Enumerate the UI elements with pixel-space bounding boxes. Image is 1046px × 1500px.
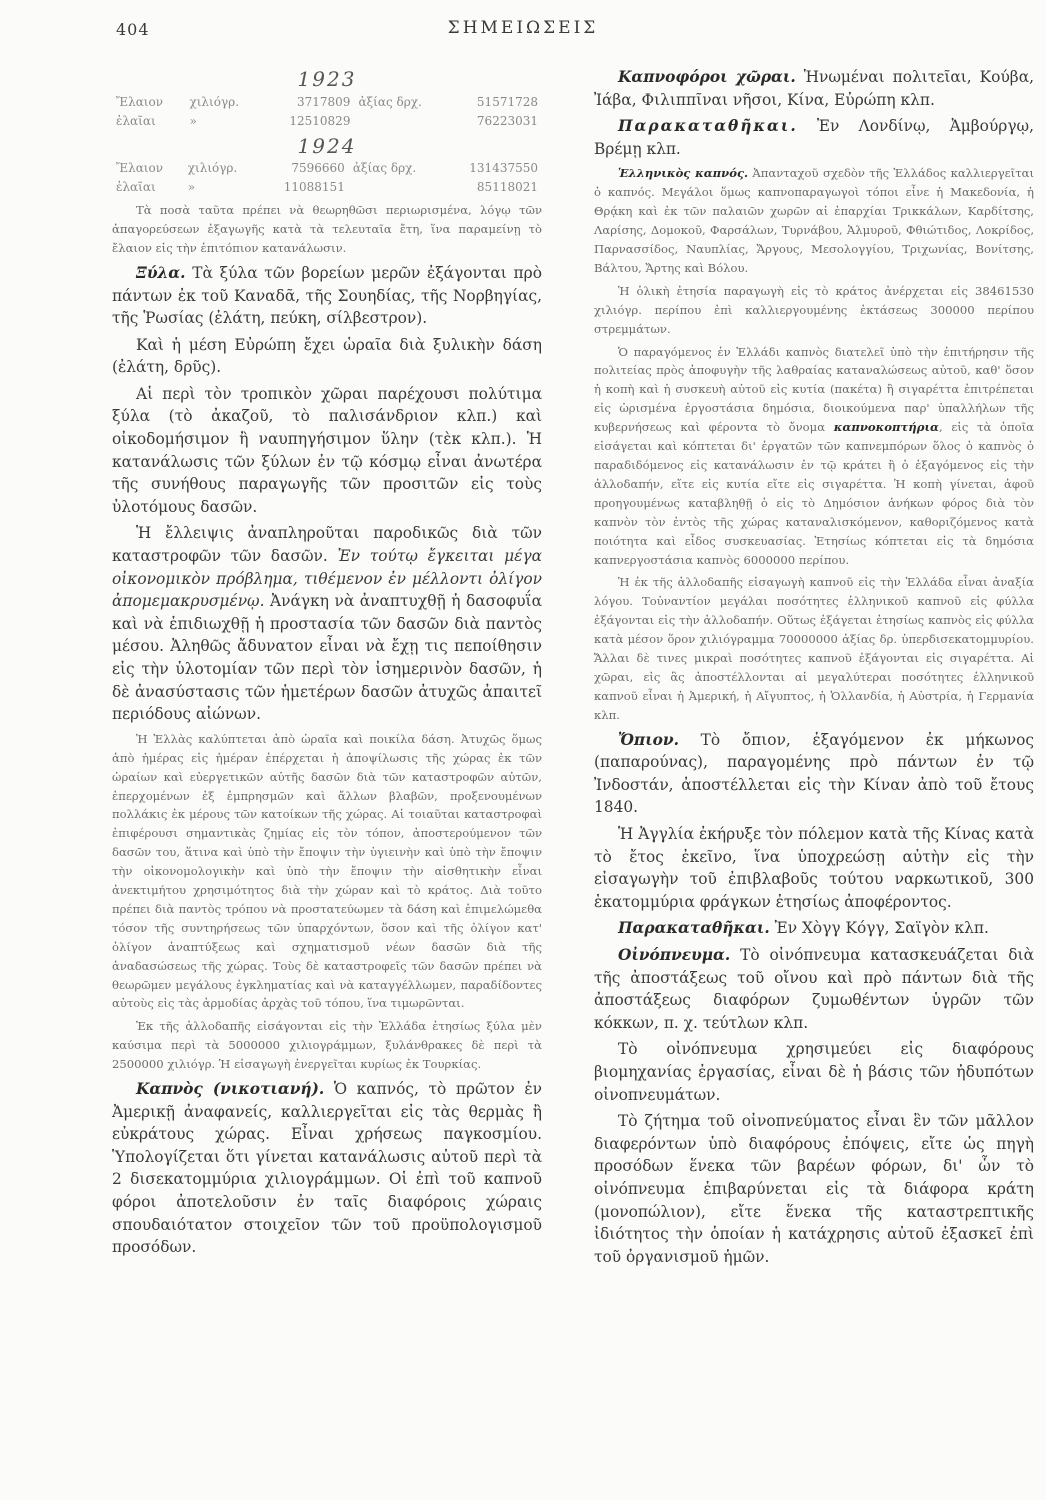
stat-qty: 12510829 bbox=[289, 113, 351, 128]
supervision-text-b: , εἰς τὰ ὁποῖα εἰσάγεται καὶ κόπτεται δι' ἐργατῶν τῶν καπνεμπόρων ὅλος ὁ καπνὸς ὁ παραδιδόμενος εἰς κατανάλωσιν ἐν τῷ κράτει ἢ ὁ ἐξαγόμενος εἰς τὴν ἀλλοδαπήν, εἴτε εἰς κυτία εἴτε εἰς σιγαρέττα. Ἡ κοπὴ γίνεται, ἀφοῦ προηγουμένως καταβληθῇ ὁ εἰς τὸ Δημόσιον ἀνήκων φόρος διὰ τὸν καπνὸν τὸν ἐντὸς τῆς χώρας καταναλισκόμενον, καθοριζόμενος κατὰ ποιότητα καὶ εἶδος συσκευασίας. Ἐτησίως κόπτεται εἰς τὰ δημόσια καπνεργοστάσια καπνὸς 6000000 περίπου. bbox=[594, 420, 1034, 567]
import-export-note: Ἡ ἐκ τῆς ἀλλοδαπῆς εἰσαγωγὴ καπνοῦ εἰς τὴν Ἑλλάδα εἶναι ἀναξία λόγου. Τοὐναντίον μεγάλαι ποσότητες ἑλληνικοῦ καπνοῦ εἰς φύλλα ἐξάγονται εἰς τὴν ἀλλοδαπήν. Οὕτως ἐξάγεται ἐτησίως καπνὸς εἰς φύλλα κατὰ μέσον ὅρον χιλιόγραμμα 70000000 ἀξίας δρ. ὑπερδισεκατομμυρίου. Ἄλλαι δὲ τινες μικραὶ ποσότητες καπνοῦ ἐξάγονται εἰς σιγαρέττα. Αἱ χῶραι, εἰς ἃς ἀποστέλλονται αἱ μεγαλύτεραι ποσότητες ἑλληνικοῦ καπνοῦ εἶναι ἡ Ἀμερική, ἡ Αἴγυπτος, ἡ Ὁλλανδία, ἡ Αὐστρία, ἡ Γερμανία κλπ. bbox=[594, 575, 1034, 722]
stat-value: 85118021 bbox=[476, 180, 538, 195]
parakatathikai-2-text: Ἐν Χὸγγ Κόγγ, Σαϊγὸν κλπ. bbox=[774, 919, 989, 938]
stat-label bbox=[354, 112, 449, 131]
oinopneuma-paragraph bbox=[594, 944, 1034, 1034]
production-note: Ἡ ὁλικὴ ἐτησία παραγωγὴ εἰς τὸ κράτος ἀνέρχεται εἰς 38461530 χιλιόγρ. περίπου ἐπὶ καλλιεργουμένης ἐκτάσεως 300000 περίπου στρεμμάτων. bbox=[594, 283, 1034, 336]
ellinikos-text: Ἀπανταχοῦ σχεδὸν τῆς Ἑλλάδος καλλιεργεῖται ὁ καπνός. Μεγάλοι ὅμως καπνοπαραγωγοὶ τόποι εἶνε ἡ Μακεδονία, ἡ Θρᾴκη καὶ ἐκ τῶν παλαιῶν χωρῶν αἱ ἐπαρχίαι Τρικκάλων, Καρδίτσης, Λαρίσης, Δομοκοῦ, Φαρσάλων, Τυρνάβου, Ἁλμυροῦ, Φθιώτιδος, Λοκρίδος, Παρνασσίδος, Ναυπλίας, Ἄργους, Μεσολογγίου, Τριχωνίας, Βονίτσης, Βάλτου, Ἄρτης καὶ Βόλου. bbox=[594, 166, 1034, 275]
xyla-p4-start: Ἡ ἔλλειψις ἀναπληροῦται παροδικῶς διὰ τῶν καταστροφῶν τῶν δασῶν. bbox=[112, 524, 542, 566]
anglia-paragraph: Ἡ Ἀγγλία ἐκήρυξε τὸν πόλεμον κατὰ τῆς Κίνας κατὰ τὸ ἔτος ἐκεῖνο, ἵνα ὑποχρεώσῃ αὐτὴν εἰς τὴν εἰσαγωγὴν τοῦ ἐπιβλαβοῦς τούτου ναρκωτικοῦ, 300 ἑκατομμύρια φράγκων ἐτησίως ἀποφέροντος. bbox=[594, 825, 1034, 911]
stat-label: ἀξίας δρχ. bbox=[358, 94, 422, 109]
right-column bbox=[594, 66, 1034, 1272]
left-column bbox=[112, 66, 542, 1263]
parakatathikai-paragraph bbox=[594, 115, 1034, 160]
stat-item: Ἔλαιον bbox=[116, 161, 164, 176]
xyla-paragraph-2: Καὶ ἡ μέση Εὐρώπη ἔχει ὡραῖα διὰ ξυλικὴν δάση (ἐλάτη, δρῦς). bbox=[112, 335, 542, 377]
parakatathikai-term: Παρακαταθῆκαι. bbox=[618, 117, 798, 136]
stat-label bbox=[349, 178, 442, 197]
xyla-paragraph bbox=[112, 262, 542, 330]
xyla-text: Τὰ ξύλα τῶν βορείων μερῶν ἐξάγονται πρὸ πάντων ἐκ τοῦ Καναδᾶ, τῆς Σουηδίας, τῆς Νορβηγίας, τῆς Ῥωσίας (ἐλάτη, πεύκη, σίλβεστρον). bbox=[112, 263, 542, 328]
supervision-note bbox=[594, 343, 1034, 570]
oinopneuma-term: Οἰνόπνευμα. bbox=[618, 946, 731, 964]
stat-value: 131437550 bbox=[469, 161, 538, 176]
page-number: 404 bbox=[116, 20, 150, 39]
parakatathikai-text: Ἐν Λονδίνῳ, Ἀμβούργῳ, Βρέμῃ κλπ. bbox=[594, 117, 1034, 158]
stats-table-1924 bbox=[112, 159, 542, 197]
stat-item: Ἔλαιον bbox=[116, 94, 164, 109]
opion-term: Ὄπιον. bbox=[618, 730, 679, 749]
oinopneuma-text: Τὸ οἰνόπνευμα κατασκευάζεται διὰ τῆς ἀποστάξεως τοῦ οἴνου καὶ πρὸ πάντων διὰ τῆς ἀποστάξεως διαφόρων ζυμωθέντων ὑγρῶν τῶν κόκκων, π. χ. τεύτλων κλπ. bbox=[594, 946, 1034, 1032]
kapnoforoi-paragraph bbox=[594, 66, 1034, 111]
stat-unit: » bbox=[189, 113, 197, 128]
page-header bbox=[0, 16, 1046, 46]
opion-paragraph bbox=[594, 729, 1034, 819]
xyla-greece-note: Ἡ Ἑλλὰς καλύπτεται ἀπὸ ὡραῖα καὶ ποικίλα δάση. Ἀτυχῶς ὅμως ἀπὸ ἡμέρας εἰς ἡμέραν ἐπέρχεται ἡ ἀποψίλωσις τῆς χώρας ἐκ τῶν ὡραίων καὶ εὐεργετικῶν αὐτῆς δασῶν διὰ τῶν καταστροφῶν αὐτῶν, ἐπερχομένων ἐξ ἐμπρησμῶν καὶ ἄλλων βλαβῶν, προξενουμένων πολλάκις ἐκ μέρους τῶν κατοίκων τῆς χώρας. Αἱ τοιαῦται καταστροφαὶ ἐπιφέρουσι σημαντικὰς ζημίας εἰς τὸν τόπον, ἀποστερούμενον τῶν δασῶν του, ἅτινα καὶ ὑπὸ τὴν ἔποψιν τὴν ὑγιεινὴν καὶ ὑπὸ τὴν ἔποψιν τὴν οἰκονομολογικὴν καὶ ὑπὸ τὴν ἔποψιν τὴν αἰσθητικὴν εἶναι ἀνεκτιμήτου χρησιμότητος διὰ τὴν χώραν καὶ τὸ κράτος. Διὰ τοῦτο πρέπει διὰ παντὸς τρόπου νὰ προστατεύωμεν τὰ δάση καὶ ἐπιμελώμεθα τόσον τῆς συντηρήσεως τῶν ὑπαρχόντων, ὅσον καὶ τῆς ὀλίγον κατ' ὀλίγον ἀναπτύξεως καὶ σχηματισμοῦ νέων δασῶν διὰ τῆς ἀναδασώσεως τῆς χώρας. Τοὺς δὲ καταστροφεῖς τῶν δασῶν πρέπει νὰ θεωρῶμεν μεγάλους ἐγκληματίας καὶ νὰ καταγγέλλωμεν, παραδίδοντες αὐτοὺς εἰς τὰς ἁρμοδίας ἀρχὰς τοῦ τόπου, ἵνα τιμωρῶνται. bbox=[112, 731, 542, 1011]
running-title: ΣΗΜΕΙΩΣΕΙΣ bbox=[447, 18, 599, 38]
kapnoforoi-text: Ἡνωμέναι πολιτεῖαι, Κούβα, Ἰάβα, Φιλιππῖναι νῆσοι, Κίνα, Εὐρώπη κλπ. bbox=[594, 68, 1034, 109]
year-heading-1923: 1923 bbox=[297, 67, 357, 91]
ellinikos-term: Ἑλληνικὸς καπνός. bbox=[618, 166, 749, 181]
table-row bbox=[112, 159, 542, 178]
xyla-paragraph-4 bbox=[112, 522, 542, 725]
stat-value: 76223031 bbox=[476, 113, 538, 128]
stat-item: ἐλαῖαι bbox=[116, 180, 156, 195]
stats-note: Τὰ ποσὰ ταῦτα πρέπει νὰ θεωρηθῶσι περιωρισμένα, λόγῳ τῶν ἀπαγορεύσεων ἐξαγωγῆς κατὰ τὰ τελευταῖα ἔτη, ἵνα παραμείνῃ τὸ ἔλαιον εἰς τὴν ἐπιτόπιον κατανάλωσιν. bbox=[112, 203, 542, 255]
parakatathikai-2-paragraph bbox=[594, 917, 1034, 940]
kapnos-term: Καπνὸς (νικοτιανή). bbox=[136, 1080, 325, 1099]
stats-table-1923 bbox=[112, 93, 542, 131]
oinopneuma-paragraph-2: Τὸ οἰνόπνευμα χρησιμεύει εἰς διαφόρους βιομηχανίας ἐργασίας, εἶναι δὲ ἡ βάσις τῶν ἡδυπότων οἰνοπνευμάτων. bbox=[594, 1040, 1034, 1104]
stat-unit: χιλιόγρ. bbox=[189, 94, 240, 109]
table-row bbox=[112, 112, 542, 131]
ellinikos-paragraph bbox=[594, 164, 1034, 277]
xyla-p4-end: Ἀνάγκη νὰ ἀναπτυχθῇ ἡ δασοφυΐα καὶ νὰ ἐπιδιωχθῇ ἡ προστασία τῶν δασῶν διὰ παντὸς μέσου. Ἀληθῶς ἄδυνατον εἶναι νὰ ἔχῃ τις πεποίθησιν εἰς τὴν ὑλοτομίαν τῶν περὶ τὸν ἰσημερινὸν δασῶν, ἡ δὲ ἀνασύστασις τῶν ἡμετέρων δασῶν ἀτυχῶς ἀπαιτεῖ περιόδους αἰώνων. bbox=[112, 592, 542, 724]
oinopneuma-paragraph-3: Τὸ ζήτημα τοῦ οἰνοπνεύματος εἶναι ἓν τῶν μᾶλλον διαφερόντων ὑπὸ διαφόρους ἐπόψεις, εἴτε ὡς πηγὴ προσόδων ἕνεκα τῶν βαρέων φόρων, δι' ὧν τὸ οἰνόπνευμα ἐπιβαρύνεται εἰς τὰ διάφορα κράτη (μονοπώλιον), εἴτε ἕνεκα τῆς καταστρεπτικῆς ἰδιότητος τὴν ὁποίαν ἡ κατάχρησις αὐτοῦ ἐξασκεῖ ἐπὶ τοῦ ὀργανισμοῦ ἡμῶν. bbox=[594, 1112, 1034, 1266]
xyla-import-note: Ἐκ τῆς ἀλλοδαπῆς εἰσάγονται εἰς τὴν Ἑλλάδα ἐτησίως ξύλα μὲν καύσιμα περὶ τὰ 5000000 χιλιογράμμων, ξυλάνθρακες δὲ περὶ τὰ 2500000 χιλιόγρ. Ἡ εἰσαγωγὴ ἐνεργεῖται κυρίως ἐκ Τουρκίας. bbox=[112, 1019, 542, 1072]
xyla-paragraph-3: Αἱ περὶ τὸν τροπικὸν χῶραι παρέχουσι πολύτιμα ξύλα (τὸ ἀκαζοῦ, τὸ παλισάνδριον κλπ.) καὶ οἰκοδομήσιμον ἢ ναυπηγήσιμον ὕλην (τὲκ κλπ.). Ἡ κατανάλωσις τῶν ξύλων ἐν τῷ κόσμῳ εἶναι ἀνωτέρα τῆς συνήθους παραγωγῆς τῶν προσιτῶν εἰς τοὺς ὑλοτόμους δασῶν. bbox=[112, 384, 542, 516]
stat-qty: 7596660 bbox=[291, 161, 345, 176]
kapnos-text: Ὁ καπνός, τὸ πρῶτον ἐν Ἀμερικῇ ἀναφανείς, καλλιεργεῖται εἰς τὰς θερμὰς ἢ εὐκράτους χώρας. Εἶναι χρήσεως παγκοσμίου. Ὑπολογίζεται ὅτι γίνεται κατανάλωσις αὐτοῦ περὶ τὰ 2 δισεκατομμύρια χιλιογράμμων. Οἱ ἐπὶ τοῦ καπνοῦ φόροι ἀποτελοῦσιν ἐν ταῖς διαφόροις χώραις σπουδαιότατον στοιχεῖον τῶν τοῦ προϋπολογισμοῦ προσόδων. bbox=[112, 1080, 542, 1257]
opion-text: Τὸ ὄπιον, ἐξαγόμενον ἐκ μήκωνος (παπαρούνας), παραγομένης πρὸ πάντων ἐν τῷ Ἰνδοστάν, ἀποστέλλεται εἰς τὴν Κίναν ἀπὸ τοῦ ἔτους 1840. bbox=[594, 730, 1034, 817]
stat-qty: 3717809 bbox=[297, 94, 351, 109]
table-row bbox=[112, 93, 542, 112]
xyla-p4-italic: Ἐν τούτῳ ἔγκειται μέγα οἰκονομικὸν πρόβλημα, τιθέμενον ἐν μέλλοντι ὀλίγον ἀπομεμακρυσμένῳ. bbox=[112, 547, 542, 611]
table-row bbox=[112, 178, 542, 197]
year-heading-1924: 1924 bbox=[297, 133, 357, 158]
stat-value: 51571728 bbox=[476, 94, 538, 109]
kapnos-paragraph bbox=[112, 1078, 542, 1259]
xyla-term: Ξύλα. bbox=[136, 263, 186, 282]
parakatathikai-2-term: Παρακαταθῆκαι. bbox=[618, 919, 770, 938]
stat-unit: χιλιόγρ. bbox=[187, 161, 238, 176]
stat-qty: 11088151 bbox=[283, 180, 345, 195]
supervision-text-a: Ὁ παραγόμενος ἐν Ἑλλάδι καπνὸς διατελεῖ ὑπὸ τὴν ἐπιτήρησιν τῆς πολιτείας πρὸς ἀποφυγὴν τῆς λαθραίας καταναλώσεως αὐτοῦ, καθ' ὅσον ἡ κοπὴ καὶ ἡ συσκευὴ αὐτοῦ εἰς κυτία (πακέτα) ἢ σιγαρέττα ἐπιτρέπεται εἰς ὡρισμένα ἐργοστάσια δημόσια, διοικούμενα παρ' ὑπαλλήλων τῆς κυβερνήσεως καὶ φέροντα τὸ ὄνομα bbox=[594, 344, 1034, 435]
stat-label: ἀξίας δρχ. bbox=[352, 161, 417, 176]
kapnoforoi-term: Καπνοφόροι χῶραι. bbox=[618, 68, 796, 86]
stat-unit: » bbox=[187, 180, 196, 195]
stat-item: ἐλαῖαι bbox=[116, 113, 156, 128]
kapnokoptiria-term: καπνοκοπτήρια bbox=[833, 420, 939, 435]
